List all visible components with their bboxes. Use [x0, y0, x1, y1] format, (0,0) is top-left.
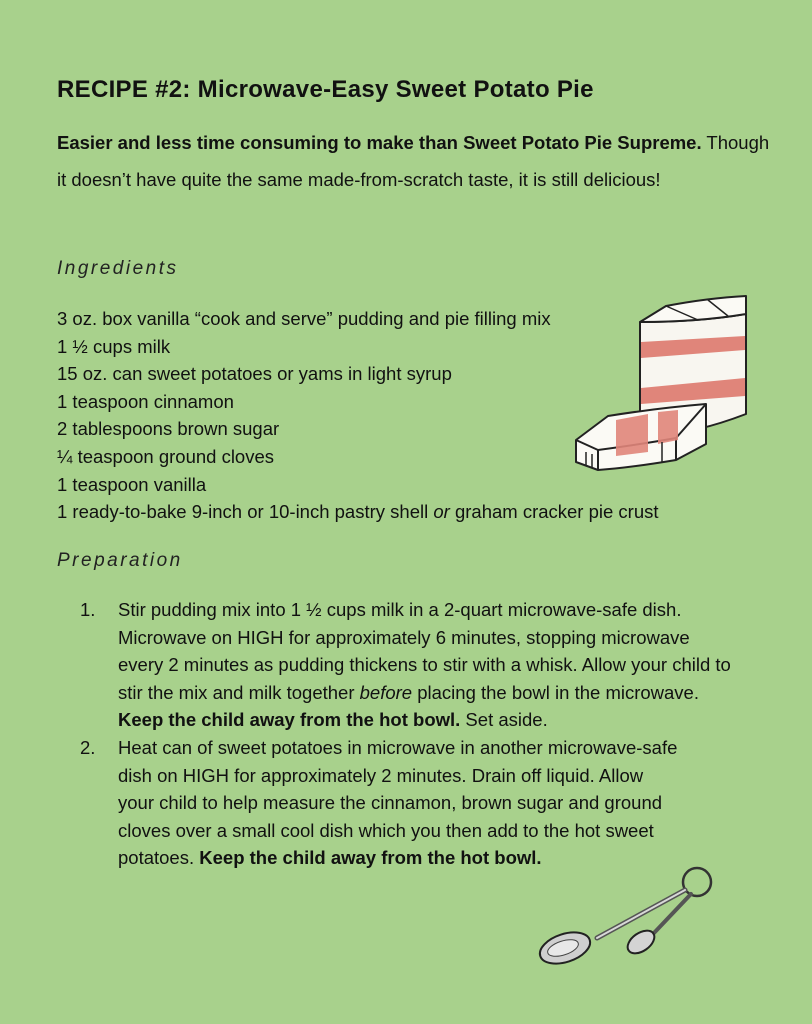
- recipe-title: RECIPE #2: Microwave-Easy Sweet Potato Pie: [57, 76, 594, 103]
- step-item: [80, 734, 740, 872]
- preparation-steps: [80, 596, 740, 872]
- ingredient-item: 15 oz. can sweet potatoes or yams in light syrup: [57, 363, 452, 385]
- step-text-part: Heat can of sweet potatoes in microwave in another microwave-safe dish on HIGH for approximately 2 minutes. Drain off liquid. Allow your child to help measure the cinnamon, brown sugar and ground cloves over a small cool dish which you then add to the hot sweet potatoes.: [118, 736, 678, 869]
- preparation-heading: Preparation: [57, 550, 183, 571]
- measuring-spoons-icon: [535, 862, 725, 970]
- ingredient-item: 2 tablespoons brown sugar: [57, 418, 280, 440]
- intro-text: Though it doesn’t have quite the same made-from-scratch taste, it is still delicious!: [57, 132, 770, 190]
- recipe-intro: [57, 124, 777, 198]
- step-text-part: Set aside.: [460, 709, 548, 731]
- pudding-box-icon: [568, 292, 758, 488]
- step-warning: Keep the child away from the hot bowl.: [199, 847, 542, 869]
- ingredient-item: 3 oz. box vanilla “cook and serve” pudding and pie filling mix: [57, 308, 551, 329]
- step-item: [80, 596, 740, 734]
- ingredient-item: 1 ½ cups milk: [57, 335, 171, 357]
- ingredient-item: 1 teaspoon vanilla: [57, 473, 207, 495]
- ingredients-heading: Ingredients: [57, 258, 179, 279]
- intro-bold: Easier and less time consuming to make than Sweet Potato Pie Supreme.: [57, 132, 702, 153]
- ingredient-or: or: [433, 501, 450, 523]
- ingredient-text: 1 ready-to-bake 9-inch or 10-inch pastry shell: [57, 501, 434, 523]
- step-emphasis: before: [359, 681, 413, 703]
- ingredient-item: [57, 498, 659, 526]
- step-warning: Keep the child away from the hot bowl.: [118, 709, 461, 731]
- ingredient-item: 1 teaspoon cinnamon: [57, 390, 234, 412]
- step-text-part: placing the bowl in the microwave.: [412, 681, 699, 703]
- step-number: 1.: [80, 599, 96, 620]
- step-text: [118, 599, 731, 730]
- step-number: 2.: [80, 736, 96, 758]
- ingredient-item: ¼ teaspoon ground cloves: [57, 445, 275, 467]
- step-text: [118, 734, 678, 872]
- step-text-part: Stir pudding mix into 1 ½ cups milk in a 2-quart microwave-safe dish. Microwave on HIGH for approximately 6 minutes, stopping microwave every 2 minutes as pudding thickens to stir with a whisk. Allow your child to stir the mix and milk together: [118, 599, 731, 703]
- ingredient-text: graham cracker pie crust: [449, 501, 659, 523]
